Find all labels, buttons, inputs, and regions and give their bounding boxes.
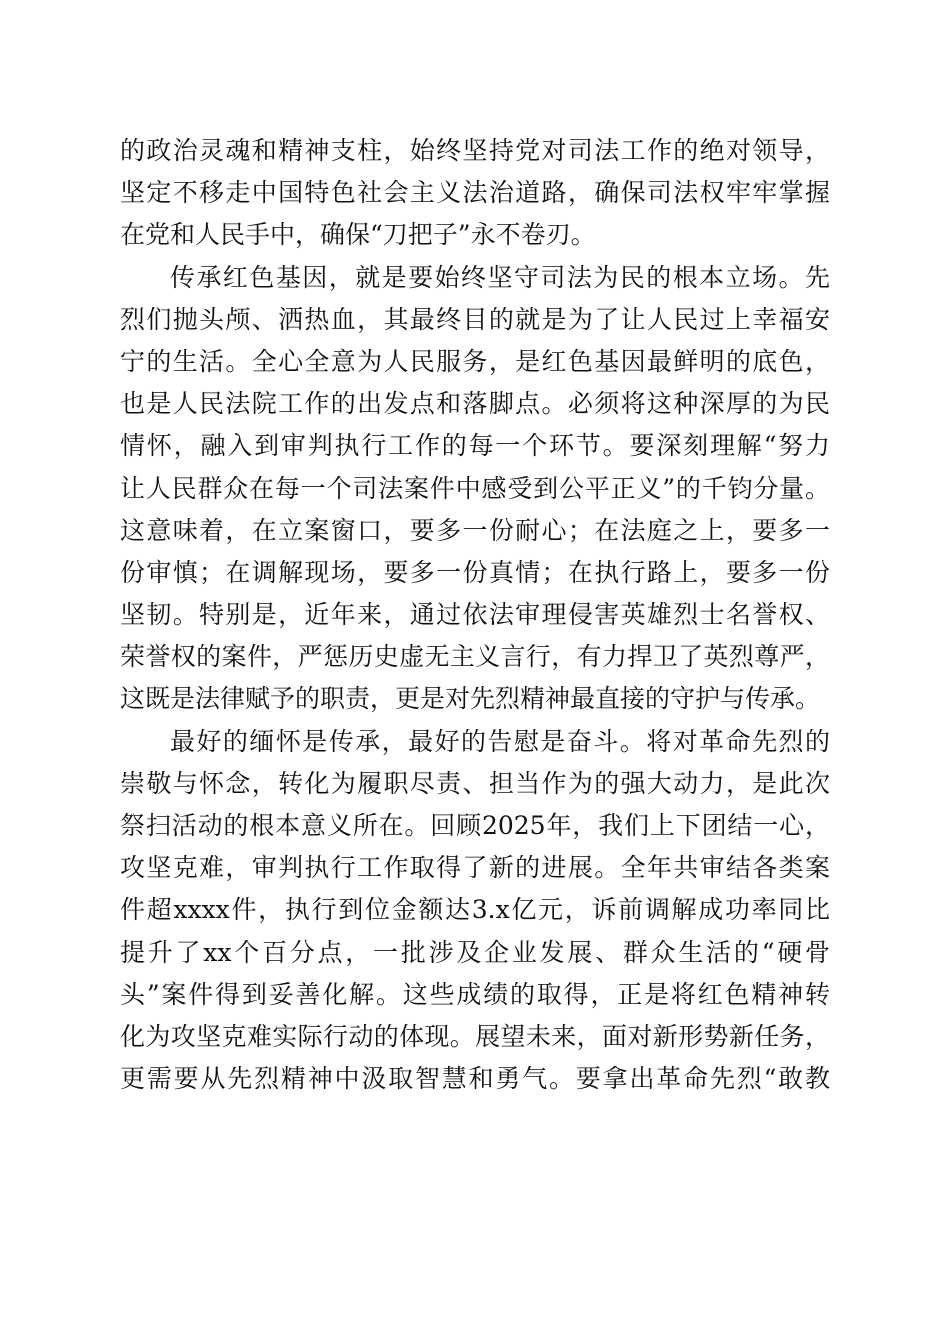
text-line: 的政治灵魂和精神支柱，始终坚持党对司法工作的绝对领导，: [120, 136, 830, 165]
text-line: 攻坚克难，审判执行工作取得了新的进展。全年共审结各类案: [120, 853, 830, 883]
text-line: 烈们抛头颅、洒热血，其最终目的就是为了让人民过上幸福安: [120, 304, 830, 334]
text-line: 头”案件得到妥善化解。这些成绩的取得，正是将红色精神转: [120, 979, 830, 1009]
text-line: 荣誉权的案件，严惩历史虚无主义言行，有力捍卫了英烈尊严，: [120, 642, 830, 672]
text-line: 情怀，融入到审判执行工作的每一个环节。要深刻理解“努力: [120, 431, 830, 461]
text-line: 让人民群众在每一个司法案件中感受到公平正义”的千钧分量。: [120, 473, 830, 503]
paragraph-first-line: 最好的缅怀是传承，最好的告慰是奋斗。将对革命先烈的: [170, 726, 830, 756]
text-line: 这意味着，在立案窗口，要多一份耐心；在法庭之上，要多一: [120, 515, 830, 545]
text-line: 份审慎；在调解现场，要多一份真情；在执行路上，要多一份: [120, 557, 830, 587]
text-line: 在党和人民手中，确保“刀把子”永不卷刃。: [120, 220, 596, 250]
text-line: 祭扫活动的根本意义所在。回顾2025年，我们上下团结一心，: [120, 811, 830, 840]
text-line: 坚定不移走中国特色社会主义法治道路，确保司法权牢牢掌握: [120, 178, 830, 208]
text-line: 坚韧。特别是，近年来，通过依法审理侵害英雄烈士名誉权、: [120, 600, 830, 630]
text-line: 崇敬与怀念，转化为履职尽责、担当作为的强大动力，是此次: [120, 768, 830, 798]
text-line: 更需要从先烈精神中汲取智慧和勇气。要拿出革命先烈“敢教: [120, 1064, 830, 1094]
text-line: 这既是法律赋予的职责，更是对先烈精神最直接的守护与传承。: [120, 684, 821, 714]
text-line: 提升了xx个百分点，一批涉及企业发展、群众生活的“硬骨: [120, 937, 830, 967]
body-text: [120, 130, 830, 1100]
text-line: 件超xxxx件，执行到位金额达3.x亿元，诉前调解成功率同比: [120, 895, 830, 925]
text-line: 化为攻坚克难实际行动的体现。展望未来，面对新形势新任务，: [120, 1021, 830, 1051]
paragraph-first-line: 传承红色基因，就是要始终坚守司法为民的根本立场。先: [170, 262, 830, 292]
text-line: 也是人民法院工作的出发点和落脚点。必须将这种深厚的为民: [120, 389, 830, 419]
text-line: 宁的生活。全心全意为人民服务，是红色基因最鲜明的底色，: [120, 346, 830, 376]
